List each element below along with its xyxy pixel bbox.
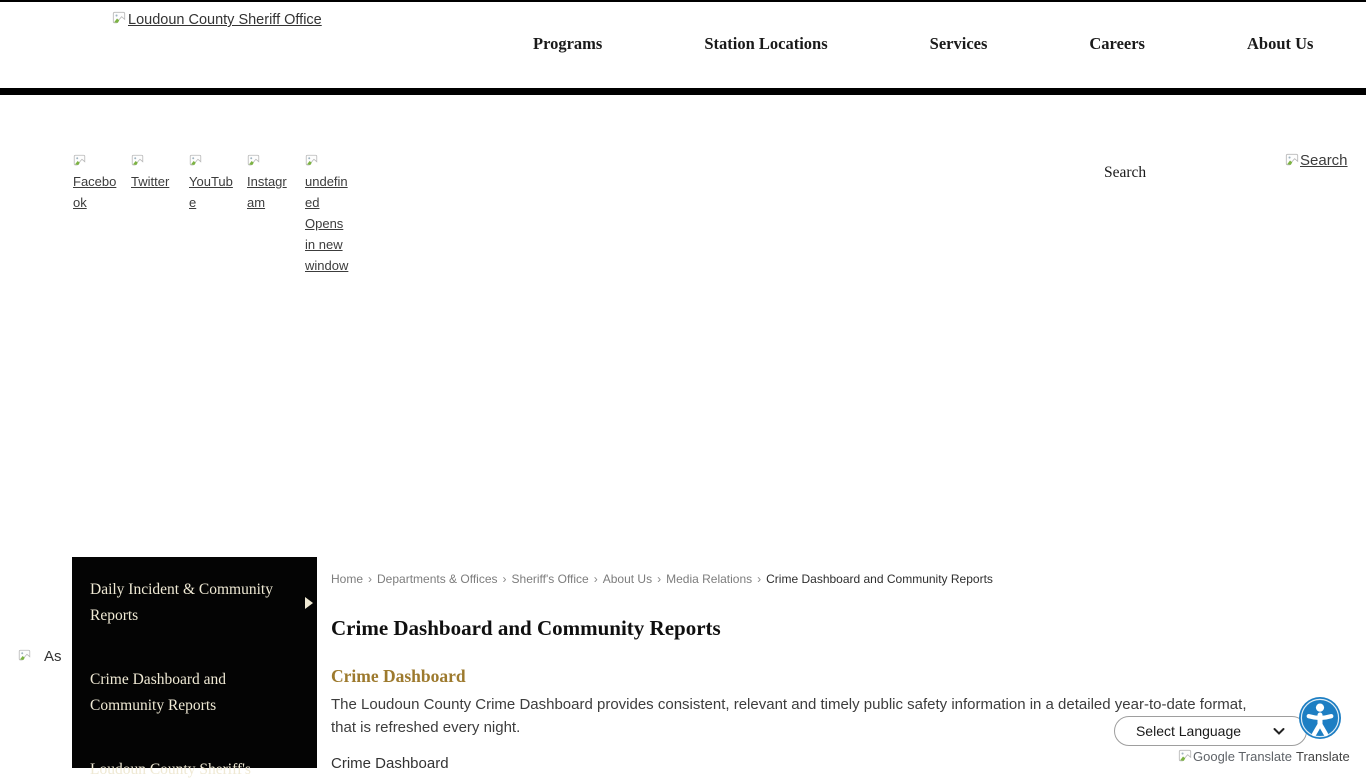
breadcrumb-separator: › [657, 572, 662, 586]
search-icon-alt-text: Search [1300, 152, 1348, 169]
sidebar-item-crime-dashboard[interactable] [90, 667, 299, 719]
language-select[interactable] [1114, 716, 1307, 746]
undefined-link-alt-text: Instagram [247, 174, 287, 210]
google-translate-attribution[interactable] [1178, 749, 1350, 764]
broken-image-icon [18, 648, 31, 663]
main-nav [533, 34, 1313, 54]
sidebar-item-label: Loudoun County Sheriff's [90, 761, 251, 778]
twitter-alt-text: Twitter [131, 174, 170, 189]
breadcrumb-sheriffs-office[interactable]: Sheriff's Office [511, 572, 589, 586]
instagram-link[interactable] [247, 150, 291, 213]
facebook-link[interactable] [73, 150, 117, 213]
search-button[interactable] [1285, 152, 1348, 169]
broken-image-icon [1178, 749, 1192, 763]
breadcrumb-separator: › [502, 572, 507, 586]
chevron-down-icon [1273, 723, 1285, 739]
broken-image-icon [1285, 153, 1299, 167]
sidebar-menu [72, 557, 317, 778]
breadcrumb-separator: › [368, 572, 373, 586]
nav-item-services[interactable]: Services [929, 34, 988, 53]
nav-item-station-locations[interactable]: Station Locations [704, 34, 828, 53]
nav-item-careers[interactable]: Careers [1089, 34, 1145, 53]
accessibility-person-icon [1298, 696, 1342, 740]
youtube-link[interactable] [189, 150, 233, 213]
broken-image-icon [189, 154, 202, 167]
page-title: Crime Dashboard and Community Reports [331, 616, 721, 640]
breadcrumb [331, 572, 993, 586]
header-divider-bar [0, 88, 1366, 95]
crime-dashboard-link[interactable]: Crime Dashboard [331, 755, 449, 772]
broken-image-icon [73, 154, 86, 167]
crime-dashboard-description: The Loudoun County Crime Dashboard provides consistent, relevant and timely public safety information in a detailed year-to-date format, that is refreshed every night. [331, 696, 1247, 736]
new-window-link[interactable] [305, 150, 349, 276]
breadcrumb-separator: › [757, 572, 762, 586]
breadcrumb-about-us[interactable]: About Us [602, 572, 653, 586]
google-translate-alt-text: Google Translate [1193, 749, 1293, 764]
youtube-alt-text: YouTube [189, 174, 233, 210]
nav-item-programs[interactable]: Programs [533, 34, 603, 53]
partial-broken-image [18, 648, 62, 665]
sidebar-item-daily-incident-reports[interactable] [90, 577, 299, 629]
submenu-arrow-icon [305, 597, 313, 609]
logo-link[interactable] [112, 11, 322, 29]
partial-alt-text: As [44, 648, 62, 665]
breadcrumb-current-page: Crime Dashboard and Community Reports [766, 572, 993, 586]
new-window-alt-text: undefined Opens in new window [305, 174, 349, 273]
broken-image-icon [247, 154, 260, 167]
breadcrumb-home[interactable]: Home [331, 572, 364, 586]
top-border-line [0, 0, 1366, 2]
breadcrumb-media-relations[interactable]: Media Relations [666, 572, 753, 586]
translate-label: Translate [1296, 749, 1350, 764]
logo-alt-text: Loudoun County Sheriff Office [128, 12, 322, 28]
broken-image-icon [131, 154, 144, 167]
nav-item-about-us[interactable]: About Us [1246, 34, 1314, 53]
crime-dashboard-heading: Crime Dashboard [331, 666, 466, 686]
language-select-value: Select Language [1135, 723, 1242, 739]
sidebar-item-label: Daily Incident & Community Reports [90, 581, 273, 624]
sidebar-item-loudoun-county-sheriffs[interactable] [90, 757, 299, 783]
sidebar-item-label: Crime Dashboard and Community Reports [90, 671, 227, 714]
search-label: Search [1104, 164, 1147, 181]
accessibility-widget-button[interactable] [1298, 696, 1342, 740]
twitter-link[interactable] [131, 150, 175, 192]
breadcrumb-departments-offices[interactable]: Departments & Offices [377, 572, 498, 586]
social-links-row [73, 150, 349, 276]
breadcrumb-separator: › [593, 572, 598, 586]
facebook-alt-text: Facebook [73, 174, 117, 210]
broken-image-icon [305, 154, 318, 167]
broken-image-icon [112, 11, 126, 29]
